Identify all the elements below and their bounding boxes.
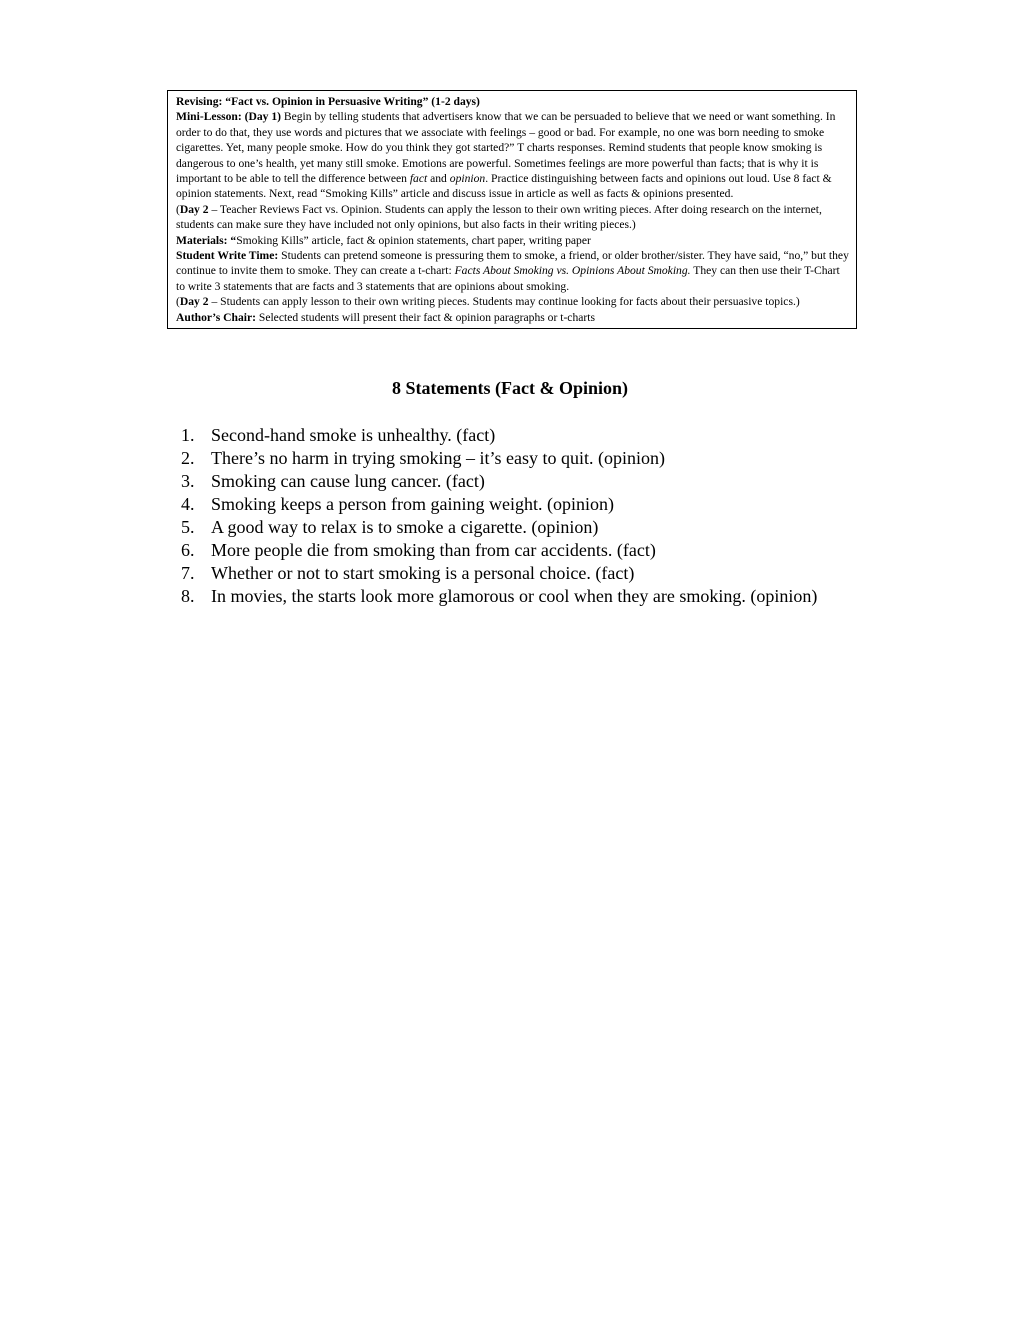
materials-label: Materials: “ — [176, 233, 237, 247]
statement-text: A good way to relax is to smoke a cigarette. (opinion) — [211, 517, 599, 537]
statements-list — [170, 424, 870, 608]
statement-number: 3. — [181, 471, 195, 491]
statement-number: 6. — [181, 540, 195, 560]
day2-students-paragraph — [176, 294, 850, 309]
lesson-plan-box — [167, 90, 857, 329]
statement-item — [170, 539, 870, 562]
authors-chair-label: Author’s Chair: — [176, 310, 256, 324]
statement-text: Smoking can cause lung cancer. (fact) — [211, 471, 485, 491]
materials-paragraph — [176, 233, 850, 248]
statement-number: 5. — [181, 517, 195, 537]
statement-item — [170, 424, 870, 447]
materials-text: Smoking Kills” article, fact & opinion statements, chart paper, writing paper — [236, 233, 591, 247]
day2-students-open: ( — [176, 295, 180, 309]
statement-item — [170, 493, 870, 516]
statement-item — [170, 470, 870, 493]
day2-teacher-open: ( — [176, 202, 180, 216]
and-word: and — [427, 172, 450, 186]
minilesson-paragraph — [176, 109, 850, 201]
day2-students-text: – Students can apply lesson to their own writing pieces. Students may continue looking for facts about their persuasive topics.) — [208, 295, 800, 309]
statement-text: Smoking keeps a person from gaining weight. (opinion) — [211, 494, 614, 514]
write-time-label: Student Write Time: — [176, 249, 279, 263]
fact-word: fact — [409, 172, 428, 186]
authors-chair-paragraph — [176, 310, 850, 325]
day2-teacher-label: Day 2 — [179, 202, 209, 216]
minilesson-label: Mini-Lesson: (Day 1) — [176, 110, 281, 124]
tchart-title: Facts About Smoking vs. Opinions About Smoking. — [454, 264, 691, 278]
day2-teacher-text: – Teacher Reviews Fact vs. Opinion. Students can apply the lesson to their own writing pieces. After doing research on the internet, students can make sure they have included not only opinions, but also facts in their writing pieces.) — [176, 202, 822, 232]
day2-students-label: Day 2 — [179, 295, 209, 309]
opinion-word: opinion — [449, 172, 486, 186]
minilesson-text: Begin by telling students that advertisers know that we can be persuaded to believe that we need or want something. In order to do that, they use words and pictures that we associate with feelings – good or bad. For example, no one was born needing to smoke cigarettes. Yet, many people smoke. How do you think they got started?” T charts responses. Remind students that people know smoking is dangerous to one’s health, yet many still smoke. Emotions are powerful. Sometimes feelings are more powerful than facts; that is why it is important to be able to tell the difference between — [176, 110, 836, 186]
statement-number: 2. — [181, 448, 195, 468]
statement-text: In movies, the starts look more glamorous or cool when they are smoking. (opinion) — [211, 586, 818, 606]
write-time-text: Students can pretend someone is pressuring them to smoke, a friend, or older brother/sister. They have said, “no,” but they continue to invite them to smoke. They can create a t-chart: — [176, 249, 849, 278]
minilesson-text-end: . Practice distinguishing between facts and opinions out loud. Use 8 fact & opinion statements. Next, read “Smoking Kills” article and discuss issue in article as well as facts & opinions presented. — [176, 172, 832, 201]
statement-text: More people die from smoking than from car accidents. (fact) — [211, 540, 656, 560]
statement-text: Whether or not to start smoking is a personal choice. (fact) — [211, 563, 635, 583]
day2-teacher-paragraph — [176, 202, 850, 233]
statement-item — [170, 585, 870, 608]
write-time-text-end: They can then use their T-Chart to write 3 statements that are facts and 3 statements that are opinions about smoking. — [176, 264, 840, 293]
statement-item — [170, 562, 870, 585]
statement-text: Second-hand smoke is unhealthy. (fact) — [211, 425, 496, 445]
statement-number: 1. — [181, 425, 195, 445]
statement-number: 8. — [181, 586, 195, 606]
statement-item — [170, 447, 870, 470]
statements-heading: 8 Statements (Fact & Opinion) — [392, 378, 628, 398]
statement-number: 4. — [181, 494, 195, 514]
statement-text: There’s no harm in trying smoking – it’s easy to quit. (opinion) — [211, 448, 665, 468]
authors-chair-text: Selected students will present their fact & opinion paragraphs or t-charts — [255, 310, 595, 324]
statement-number: 7. — [181, 563, 195, 583]
write-time-paragraph — [176, 248, 850, 294]
statement-item — [170, 516, 870, 539]
lesson-title: Revising: “Fact vs. Opinion in Persuasive Writing” (1-2 days) — [176, 95, 480, 108]
